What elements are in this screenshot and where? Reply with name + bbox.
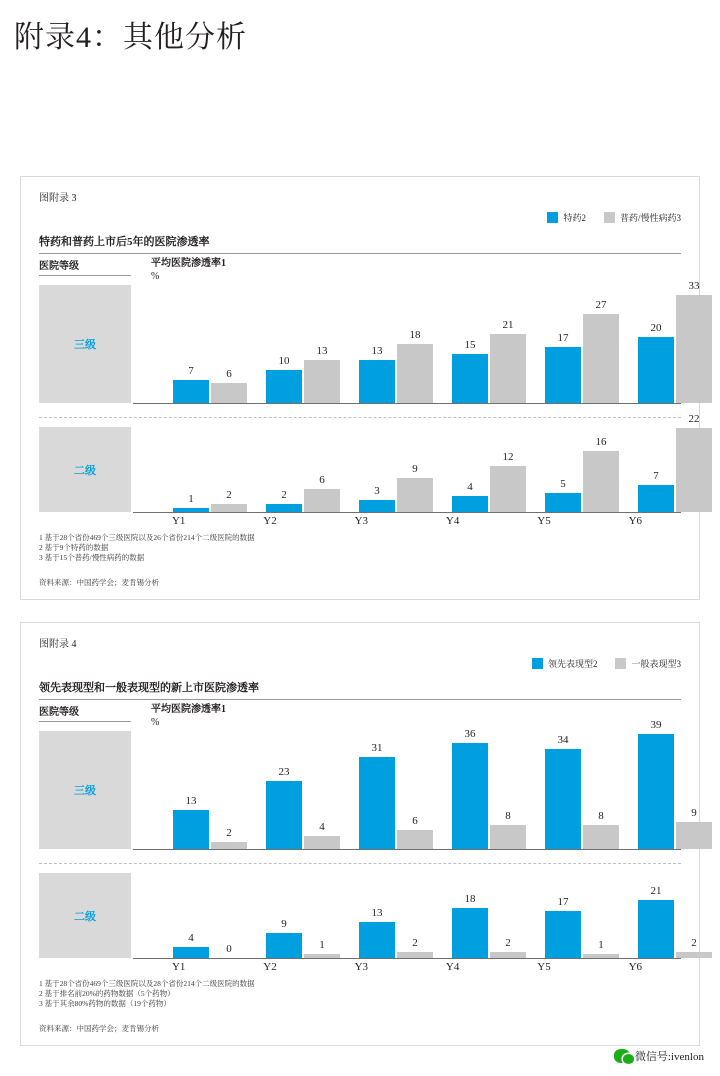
bar-grey (397, 463, 433, 512)
bar-blue (359, 907, 395, 958)
footnote: 1 基于28个省份469个三级医院以及26个省份214个二级医院的数据 (39, 533, 255, 542)
axis-unit: % (151, 717, 160, 728)
legend-label: 一般表现型3 (631, 659, 681, 669)
bar-value: 2 (226, 827, 232, 839)
bar-grey (676, 413, 712, 512)
bar-value: 23 (278, 766, 290, 778)
bar-blue (173, 365, 209, 403)
bar-group (359, 907, 433, 958)
bar-group (173, 795, 247, 849)
bar-value: 1 (598, 939, 604, 951)
panel-tertiary (39, 719, 697, 849)
footnote: 2 基于9个特药的数据 (39, 543, 109, 552)
bar-value: 1 (188, 493, 194, 505)
legend-label: 特药2 (563, 213, 586, 223)
row-label: 三级 (74, 785, 96, 797)
plot-area (151, 413, 700, 512)
bar-grey (490, 319, 526, 403)
bar-value: 6 (319, 474, 325, 486)
bar-group (173, 365, 247, 403)
bar-value: 4 (319, 821, 325, 833)
bar-blue (173, 932, 209, 958)
panel-secondary (39, 413, 700, 512)
baseline (133, 849, 681, 850)
baseline (133, 403, 681, 404)
x-tick: Y2 (263, 961, 277, 973)
source-note: 资料来源：中国药学会；麦肯锡分析 (39, 1024, 159, 1033)
bar-blue (452, 339, 488, 403)
baseline (133, 958, 681, 959)
bar-blue (545, 332, 581, 403)
bar-value: 2 (281, 489, 287, 501)
bar-value: 5 (560, 478, 566, 490)
bar-blue (173, 795, 209, 849)
x-tick: Y4 (445, 515, 460, 527)
bar-group (266, 474, 340, 512)
grey-swatch-icon (604, 212, 615, 223)
row-label: 二级 (74, 464, 96, 477)
exhibit-title: 特药和普药上市后5年的医院渗透率 (39, 236, 210, 248)
legend (532, 657, 681, 670)
bar-value: 2 (505, 937, 511, 949)
bar-grey (397, 815, 433, 849)
bar-grey (211, 489, 247, 512)
bar-value: 6 (412, 815, 418, 827)
bar-value: 21 (502, 319, 514, 331)
x-tick: Y6 (628, 961, 643, 973)
bar-group (452, 893, 526, 958)
bar-group (452, 728, 526, 849)
bar-blue (266, 918, 302, 958)
row-label-box (39, 731, 131, 849)
bar-value: 39 (650, 719, 662, 731)
bar-blue (266, 489, 302, 512)
bar-group (545, 896, 619, 958)
legend (547, 211, 681, 224)
blue-swatch-icon (532, 658, 543, 669)
row-label-box (39, 873, 131, 958)
column-header-penetration (151, 257, 226, 283)
grey-swatch-icon (615, 658, 626, 669)
bar-group (545, 734, 619, 849)
bar-grey (676, 280, 712, 403)
bar-blue (638, 719, 674, 849)
bar-value: 31 (371, 742, 383, 754)
bar-group (266, 345, 340, 403)
bar-value: 36 (464, 728, 476, 740)
bar-grey (211, 827, 247, 849)
wechat-label: 微信号:ivenlon (634, 1051, 704, 1063)
bar-value: 9 (691, 807, 697, 819)
bar-blue (638, 885, 674, 958)
bar-blue (452, 481, 488, 512)
x-tick: Y5 (537, 515, 551, 527)
bar-grey (304, 821, 340, 849)
bar-value: 13 (371, 907, 383, 919)
bar-value: 3 (374, 485, 380, 497)
bar-grey (304, 474, 340, 512)
footnote: 3 基于15个普药/慢性病药的数据 (39, 553, 145, 562)
bar-value: 9 (412, 463, 418, 475)
bar-value: 27 (595, 299, 607, 311)
bar-blue (545, 896, 581, 958)
bar-value: 7 (188, 365, 194, 377)
bar-grey (490, 451, 526, 512)
axis-label: 平均医院渗透率1 (151, 704, 226, 715)
bar-value: 22 (688, 413, 700, 425)
wechat-watermark (614, 1048, 704, 1064)
column-header-hospital-level: 医院等级 (39, 707, 79, 718)
bar-group (638, 885, 712, 958)
x-tick: Y4 (445, 961, 460, 973)
bar-group (545, 436, 619, 512)
bar-blue (266, 766, 302, 849)
panel-divider (39, 417, 681, 418)
axis-unit: % (151, 271, 160, 282)
bar-value: 10 (278, 355, 290, 367)
row-label-box (39, 285, 131, 403)
footnote: 1 基于28个省份469个三级医院以及28个省份214个二级医院的数据 (39, 979, 255, 988)
bar-blue (452, 893, 488, 958)
blue-swatch-icon (547, 212, 558, 223)
bar-group (266, 918, 340, 958)
panel-tertiary (39, 280, 700, 403)
panel-secondary (39, 873, 697, 958)
row-label-box (39, 427, 131, 512)
bar-group (452, 319, 526, 403)
bar-grey (211, 368, 247, 403)
bar-grey (397, 329, 433, 403)
x-tick: Y5 (537, 961, 551, 973)
bar-value: 2 (226, 489, 232, 501)
bar-value: 17 (557, 896, 569, 908)
bar-grey (304, 345, 340, 403)
bar-grey (583, 810, 619, 849)
bar-value: 18 (464, 893, 476, 905)
bar-grey (583, 436, 619, 512)
bar-value: 0 (226, 943, 232, 955)
bar-value: 12 (502, 451, 514, 463)
page-title: 附录4：其他分析 (14, 21, 247, 54)
bar-value: 21 (650, 885, 662, 897)
footnotes (39, 979, 681, 1009)
bar-blue (545, 734, 581, 849)
bar-blue (266, 355, 302, 403)
bar-group (266, 766, 340, 849)
row-label: 二级 (74, 910, 96, 923)
bar-value: 13 (316, 345, 328, 357)
bar-group (173, 489, 247, 512)
exhibit-4 (20, 622, 700, 1046)
bar-value: 15 (464, 339, 476, 351)
legend-label: 领先表现型2 (547, 659, 598, 669)
bar-blue (359, 345, 395, 403)
bar-grey (676, 937, 712, 958)
bar-group (638, 413, 712, 512)
bar-grey (676, 807, 712, 849)
column-header-penetration (151, 703, 226, 729)
bar-group (638, 280, 712, 403)
bar-grey (490, 810, 526, 849)
bar-grey (583, 299, 619, 403)
bar-value: 2 (691, 937, 697, 949)
bar-value: 4 (188, 932, 194, 944)
bar-value: 2 (412, 937, 418, 949)
legend-item (547, 211, 586, 224)
legend-item (532, 657, 598, 670)
row-label: 三级 (74, 339, 96, 351)
bar-blue (359, 742, 395, 849)
exhibit-label: 图附录 4 (39, 639, 77, 650)
legend-label: 普药/慢性病药3 (619, 213, 681, 223)
x-tick: Y1 (171, 961, 186, 973)
x-tick: Y3 (354, 515, 369, 527)
plot-area (151, 719, 697, 849)
bar-blue (545, 478, 581, 512)
x-tick: Y1 (171, 515, 186, 527)
bar-group (173, 932, 247, 958)
header-rule (39, 699, 681, 700)
bar-blue (359, 485, 395, 512)
bar-value: 6 (226, 368, 232, 380)
x-axis (133, 961, 681, 973)
bar-value: 7 (653, 470, 659, 482)
bar-group (638, 719, 712, 849)
bar-group (545, 299, 619, 403)
plot-area (151, 873, 697, 958)
bar-value: 18 (409, 329, 421, 341)
x-tick: Y3 (354, 961, 369, 973)
bar-value: 8 (505, 810, 511, 822)
exhibit-title: 领先表现型和一般表现型的新上市医院渗透率 (39, 682, 259, 694)
bar-value: 1 (319, 939, 325, 951)
bar-group (452, 451, 526, 512)
plot-area (151, 280, 700, 403)
column-header-rule (39, 275, 131, 276)
bar-value: 34 (557, 734, 569, 746)
bar-blue (638, 322, 674, 403)
bar-value: 13 (185, 795, 197, 807)
header-rule (39, 253, 681, 254)
bar-value: 33 (688, 280, 700, 292)
bar-group (359, 463, 433, 512)
wechat-icon (614, 1049, 630, 1063)
x-tick: Y6 (628, 515, 643, 527)
x-axis (133, 515, 681, 527)
bar-blue (452, 728, 488, 849)
bar-group (359, 329, 433, 403)
footnotes (39, 533, 681, 563)
bar-value: 17 (557, 332, 569, 344)
exhibit-3 (20, 176, 700, 600)
bar-value: 4 (467, 481, 473, 493)
x-tick: Y2 (263, 515, 277, 527)
bar-value: 8 (598, 810, 604, 822)
bar-value: 9 (281, 918, 287, 930)
bar-value: 20 (650, 322, 662, 334)
baseline (133, 512, 681, 513)
exhibit-label: 图附录 3 (39, 193, 77, 204)
legend-item (615, 657, 681, 670)
axis-label: 平均医院渗透率1 (151, 258, 226, 269)
legend-item (604, 211, 681, 224)
bar-blue (638, 470, 674, 512)
source-note: 资料来源：中国药学会；麦肯锡分析 (39, 578, 159, 587)
footnote: 3 基于其余80%药物的数据（19个药物） (39, 999, 171, 1008)
footnote: 2 基于排名前20%的药物数据（5个药物） (39, 989, 175, 998)
bar-value: 16 (595, 436, 607, 448)
panel-divider (39, 863, 681, 864)
bar-group (359, 742, 433, 849)
bar-value: 13 (371, 345, 383, 357)
column-header-rule (39, 721, 131, 722)
column-header-hospital-level: 医院等级 (39, 261, 79, 272)
